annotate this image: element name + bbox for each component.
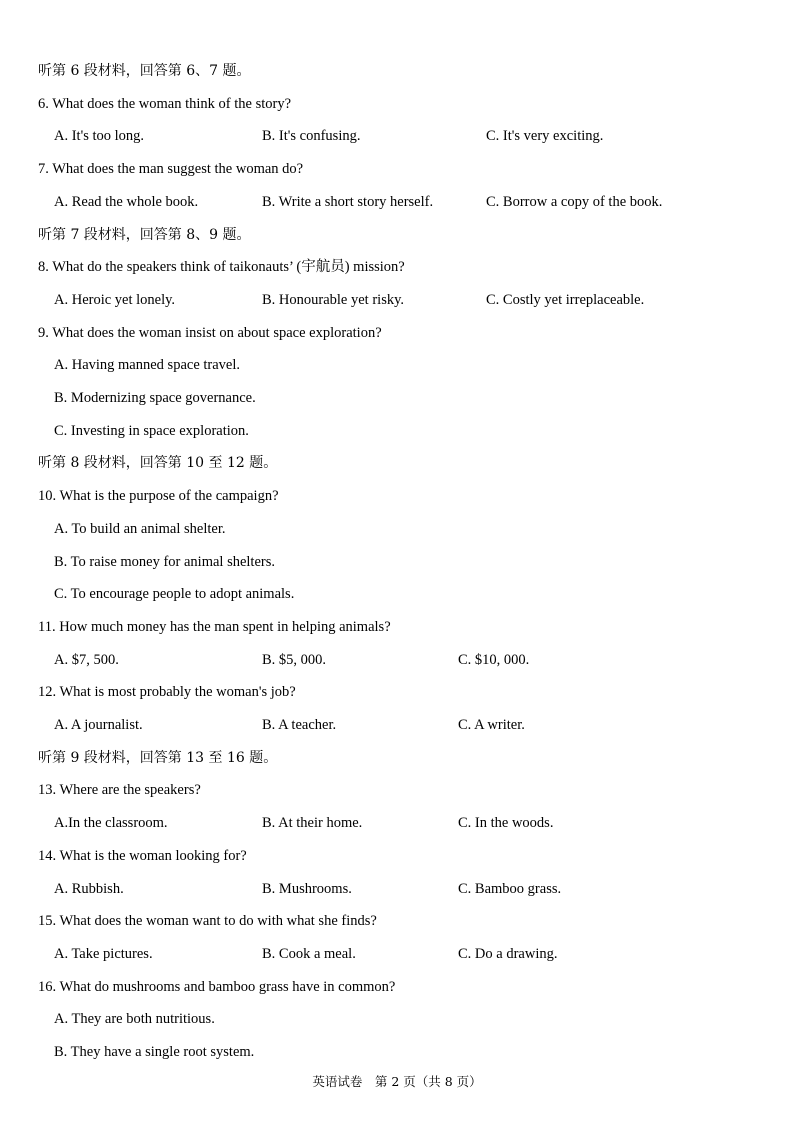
question-text: 12. What is most probably the woman's job? [38, 684, 296, 701]
answer-option: B. Cook a meal. [262, 945, 356, 962]
answer-option: C. A writer. [458, 717, 525, 733]
answer-option: B. $5, 000. [262, 651, 327, 668]
answer-option: B. To raise money for animal shelters. [54, 553, 275, 570]
answer-options-row [54, 715, 774, 735]
answer-option: B. It's confusing. [262, 128, 361, 145]
answer-options-row [54, 879, 774, 899]
answer-option: A. Having manned space travel. [54, 357, 241, 374]
answer-option: B. They have a single root system. [54, 1044, 255, 1060]
answer-option: B. Mushrooms. [262, 880, 352, 897]
answer-option: B. Honourable yet risky. [262, 291, 405, 308]
question-text: 10. What is the purpose of the campaign? [38, 488, 279, 505]
answer-option: A. They are both nutritious. [54, 1011, 215, 1028]
answer-option: B. At their home. [262, 815, 363, 832]
answer-option: B. Modernizing space governance. [54, 390, 256, 406]
section-instruction: 听第 8 段材料，回答第 10 至 12 题。 [38, 455, 278, 472]
question-text: 15. What does the woman want to do with what she finds? [38, 913, 377, 930]
answer-option: A.In the classroom. [54, 815, 168, 832]
question-text: 16. What do mushrooms and bamboo grass have in common? [38, 978, 396, 995]
answer-option: A. Heroic yet lonely. [54, 291, 176, 308]
section-instruction: 听第 7 段材料，回答第 8、9 题。 [38, 226, 251, 243]
answer-options-row [54, 650, 774, 670]
answer-options-row [54, 944, 774, 964]
answer-options-row [54, 290, 774, 310]
answer-option: C. Do a drawing. [458, 945, 558, 962]
answer-option: A. Rubbish. [54, 880, 124, 897]
answer-option: A. Take pictures. [54, 945, 153, 962]
answer-option: C. Costly yet irreplaceable. [486, 291, 645, 308]
page-footer: 英语试卷 第 2 页（共 8 页） [312, 1074, 482, 1089]
answer-option: A. A journalist. [54, 717, 143, 733]
answer-options-row [54, 126, 774, 146]
answer-option: C. In the woods. [458, 815, 554, 832]
answer-options-row [54, 813, 774, 833]
answer-option: A. It's too long. [54, 128, 145, 145]
answer-option: B. A teacher. [262, 717, 337, 733]
answer-option: C. Bamboo grass. [458, 880, 562, 897]
question-text: 8. What do the speakers think of taikonauts’ (宇航员) mission? [38, 259, 405, 276]
question-text: 9. What does the woman insist on about space exploration? [38, 324, 382, 341]
answer-option: C. To encourage people to adopt animals. [54, 586, 295, 603]
answer-option: A. Read the whole book. [54, 193, 199, 210]
answer-option: B. Write a short story herself. [262, 193, 434, 210]
answer-option: C. It's very exciting. [486, 128, 604, 145]
question-text: 6. What does the woman think of the story? [38, 95, 292, 112]
question-text: 14. What is the woman looking for? [38, 847, 247, 864]
answer-option: C. Borrow a copy of the book. [486, 193, 663, 210]
question-text: 7. What does the man suggest the woman do? [38, 161, 304, 178]
question-text: 13. Where are the speakers? [38, 782, 201, 799]
section-instruction: 听第 6 段材料，回答第 6、7 题。 [38, 63, 251, 79]
section-instruction: 听第 9 段材料，回答第 13 至 16 题。 [38, 749, 278, 766]
answer-option: C. Investing in space exploration. [54, 422, 249, 439]
answer-option: A. $7, 500. [54, 651, 119, 668]
answer-options-row [54, 192, 774, 212]
answer-option: C. $10, 000. [458, 651, 530, 668]
question-text: 11. How much money has the man spent in helping animals? [38, 618, 391, 635]
answer-option: A. To build an animal shelter. [54, 520, 226, 537]
